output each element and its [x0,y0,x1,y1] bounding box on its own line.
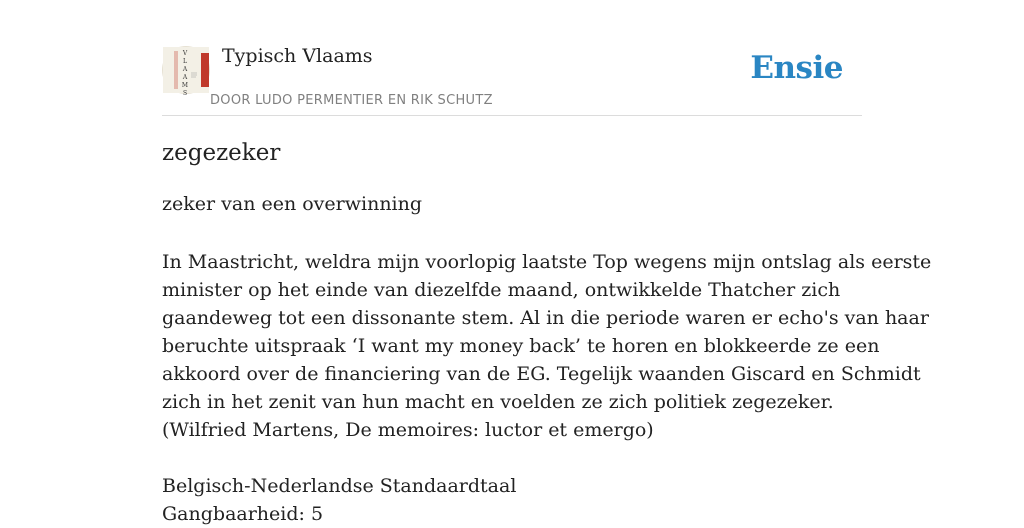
entry-page [162,0,932,525]
language-variety: Belgisch-Nederlandse Standaardtaal [162,475,517,497]
quote-line: In Maastricht, weldra mijn voorlopig laatste Top wegens mijn ontslag als eerste [162,251,932,273]
book-cover-avatar[interactable] [162,46,210,97]
header [162,0,862,116]
quote-line: minister op het einde van diezelfde maand, ontwikkelde Thatcher zich [162,279,841,301]
avatar-letter: L [183,58,187,65]
quote-line: akkoord over de financiering van de EG. Tegelijk waanden Giscard en Schmidt [162,363,921,385]
quote-line: zich in het zenit van hun macht en voelden ze zich politiek zegezeker. [162,391,834,413]
avatar-letter: A [182,74,188,81]
avatar-letter: M [181,82,189,89]
avatar-letter: V [182,50,188,57]
usage-frequency: Gangbaarheid: 5 [162,503,324,525]
quote-line: gaandeweg tot een dissonante stem. Al in die periode waren er echo's van haar [162,307,929,329]
avatar-letter: A [182,66,188,73]
entry-quote [162,248,932,444]
brand-logo[interactable]: Ensie [750,50,843,86]
avatar-letter: S [182,90,188,97]
book-title[interactable]: Typisch Vlaams [222,45,373,67]
quote-source: (Wilfried Martens, De memoires: luctor et emergo) [162,419,654,441]
book-authors: DOOR LUDO PERMENTIER EN RIK SCHUTZ [210,93,493,108]
entry-term: zegezeker [162,140,281,166]
entry-definition: zeker van een overwinning [162,193,423,215]
book-cover-icon [163,47,209,97]
quote-line: beruchte uitspraak ‘I want my money back’ te horen en blokkeerde ze een [162,335,880,357]
entry-meta [162,472,516,528]
